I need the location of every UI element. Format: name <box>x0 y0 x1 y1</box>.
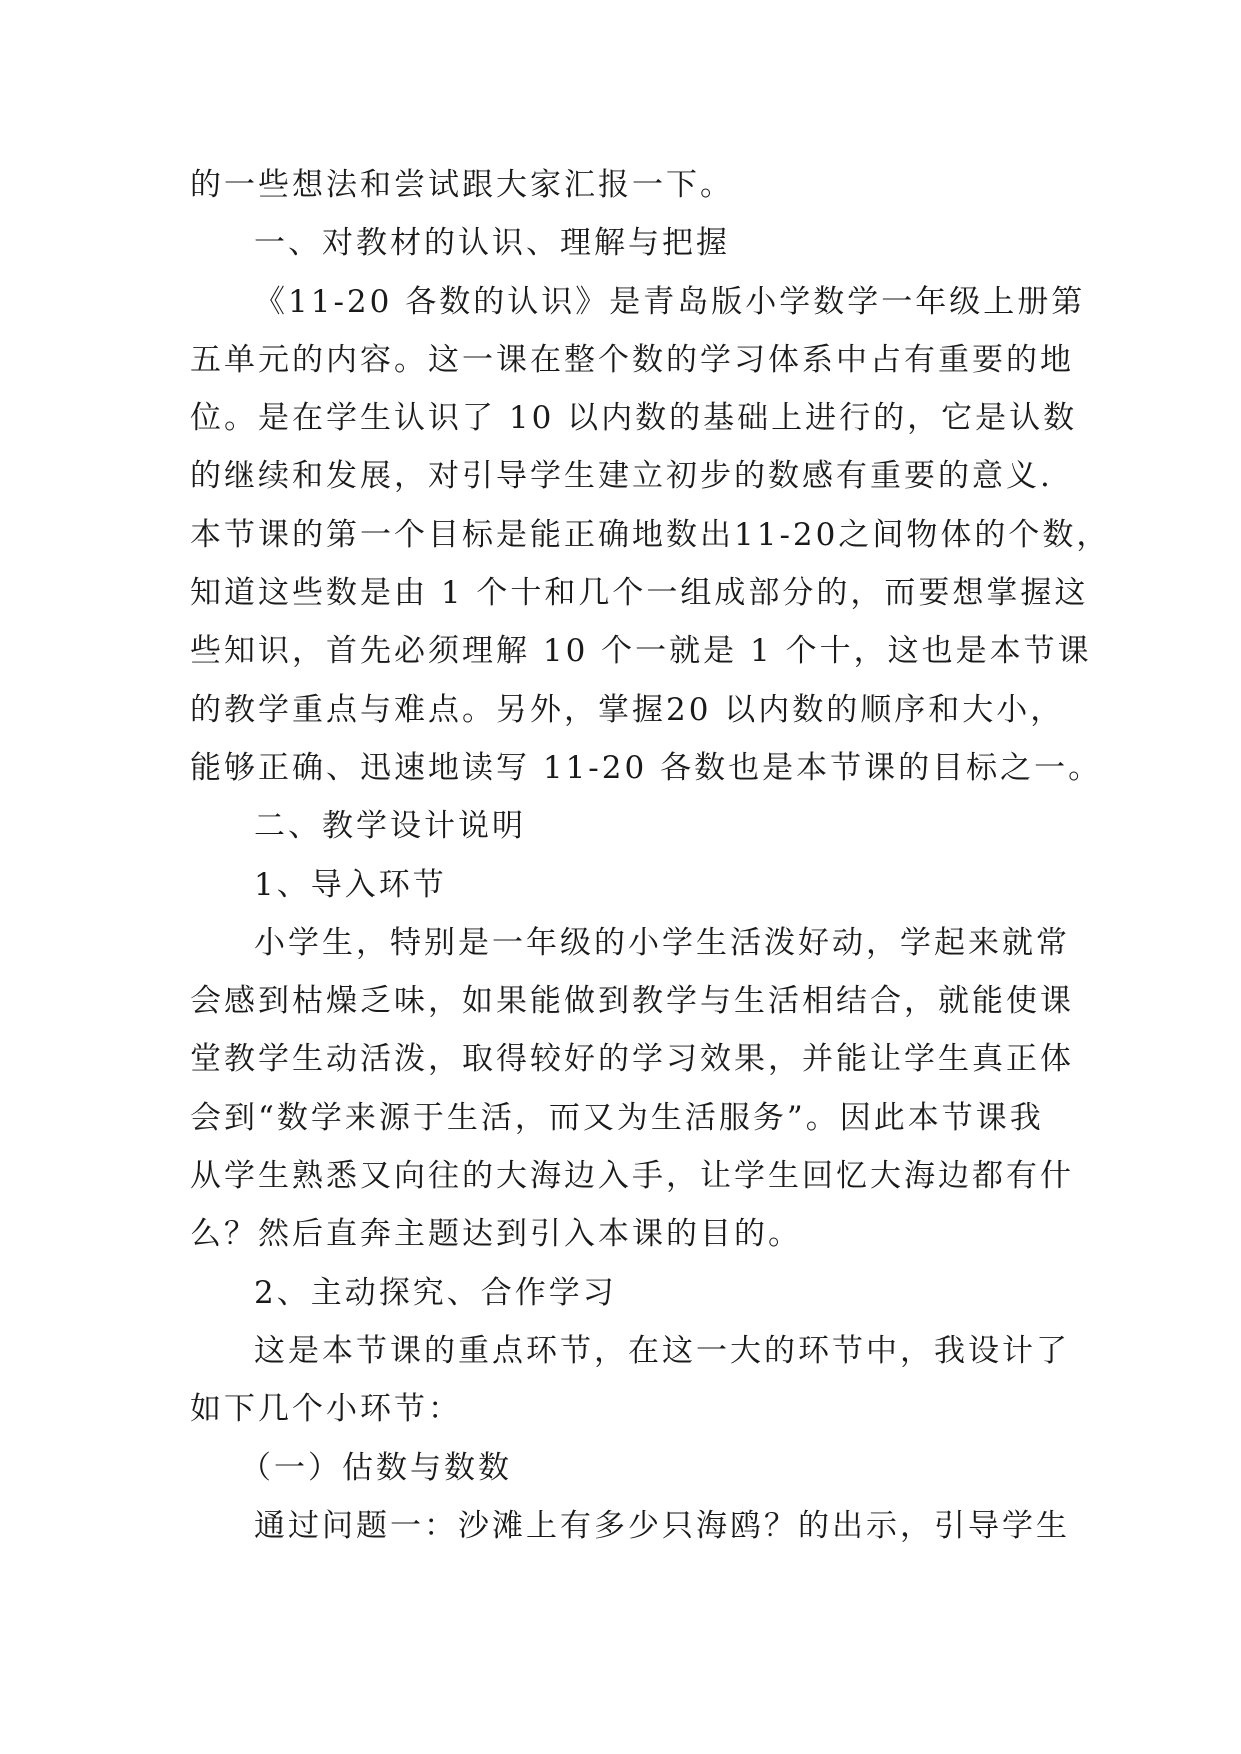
text-line: 位。是在学生认识了 10 以内数的基础上进行的，它是认数 <box>190 400 1078 437</box>
text-line: 知道这些数是由 1 个十和几个一组成部分的，而要想掌握这 <box>190 575 1089 612</box>
subsection-heading-2: 2、主动探究、合作学习 <box>254 1274 617 1311</box>
text-line: 《11-20 各数的认识》是青岛版小学数学一年级上册第 <box>254 283 1086 320</box>
text-line: 五单元的内容。这一课在整个数的学习体系中占有重要的地 <box>190 341 1074 378</box>
text-line: 本节课的第一个目标是能正确地数出11-20之间物体的个数， <box>190 516 1111 553</box>
text-line: 的教学重点与难点。另外，掌握20 以内数的顺序和大小， <box>190 691 1065 728</box>
text-line: 会感到枯燥乏味，如果能做到教学与生活相结合，就能使课 <box>190 983 1074 1020</box>
text-line: 堂教学生动活泼，取得较好的学习效果，并能让学生真正体 <box>190 1041 1074 1078</box>
text-line: 的一些想法和尝试跟大家汇报一下。 <box>190 167 734 203</box>
text-line: 从学生熟悉又向往的大海边入手，让学生回忆大海边都有什 <box>190 1158 1074 1195</box>
text-line: 么？然后直奔主题达到引入本课的目的。 <box>190 1216 802 1253</box>
text-line: 些知识，首先必须理解 10 个一就是 1 个十，这也是本节课 <box>190 633 1092 670</box>
text-line: 小学生，特别是一年级的小学生活泼好动，学起来就常 <box>254 924 1070 961</box>
text-line: 的继续和发展，对引导学生建立初步的数感有重要的意义. <box>190 458 1053 495</box>
document-body <box>190 156 1111 1555</box>
text-line: 通过问题一：沙滩上有多少只海鸥？的出示，引导学生 <box>254 1507 1070 1544</box>
text-line: 会到“数学来源于生活，而又为生活服务”。因此本节课我 <box>190 1099 1044 1136</box>
text-line: 这是本节课的重点环节，在这一大的环节中，我设计了 <box>254 1332 1070 1369</box>
text-line: 能够正确、迅速地读写 11-20 各数也是本节课的目标之一。 <box>190 749 1103 786</box>
subsection-heading-1: 1、导入环节 <box>254 866 447 903</box>
section-heading-2: 二、教学设计说明 <box>254 808 526 845</box>
sub-item-heading: （一）估数与数数 <box>240 1449 512 1486</box>
text-line: 如下几个小环节： <box>190 1391 462 1428</box>
section-heading-1: 一、对教材的认识、理解与把握 <box>254 225 730 262</box>
